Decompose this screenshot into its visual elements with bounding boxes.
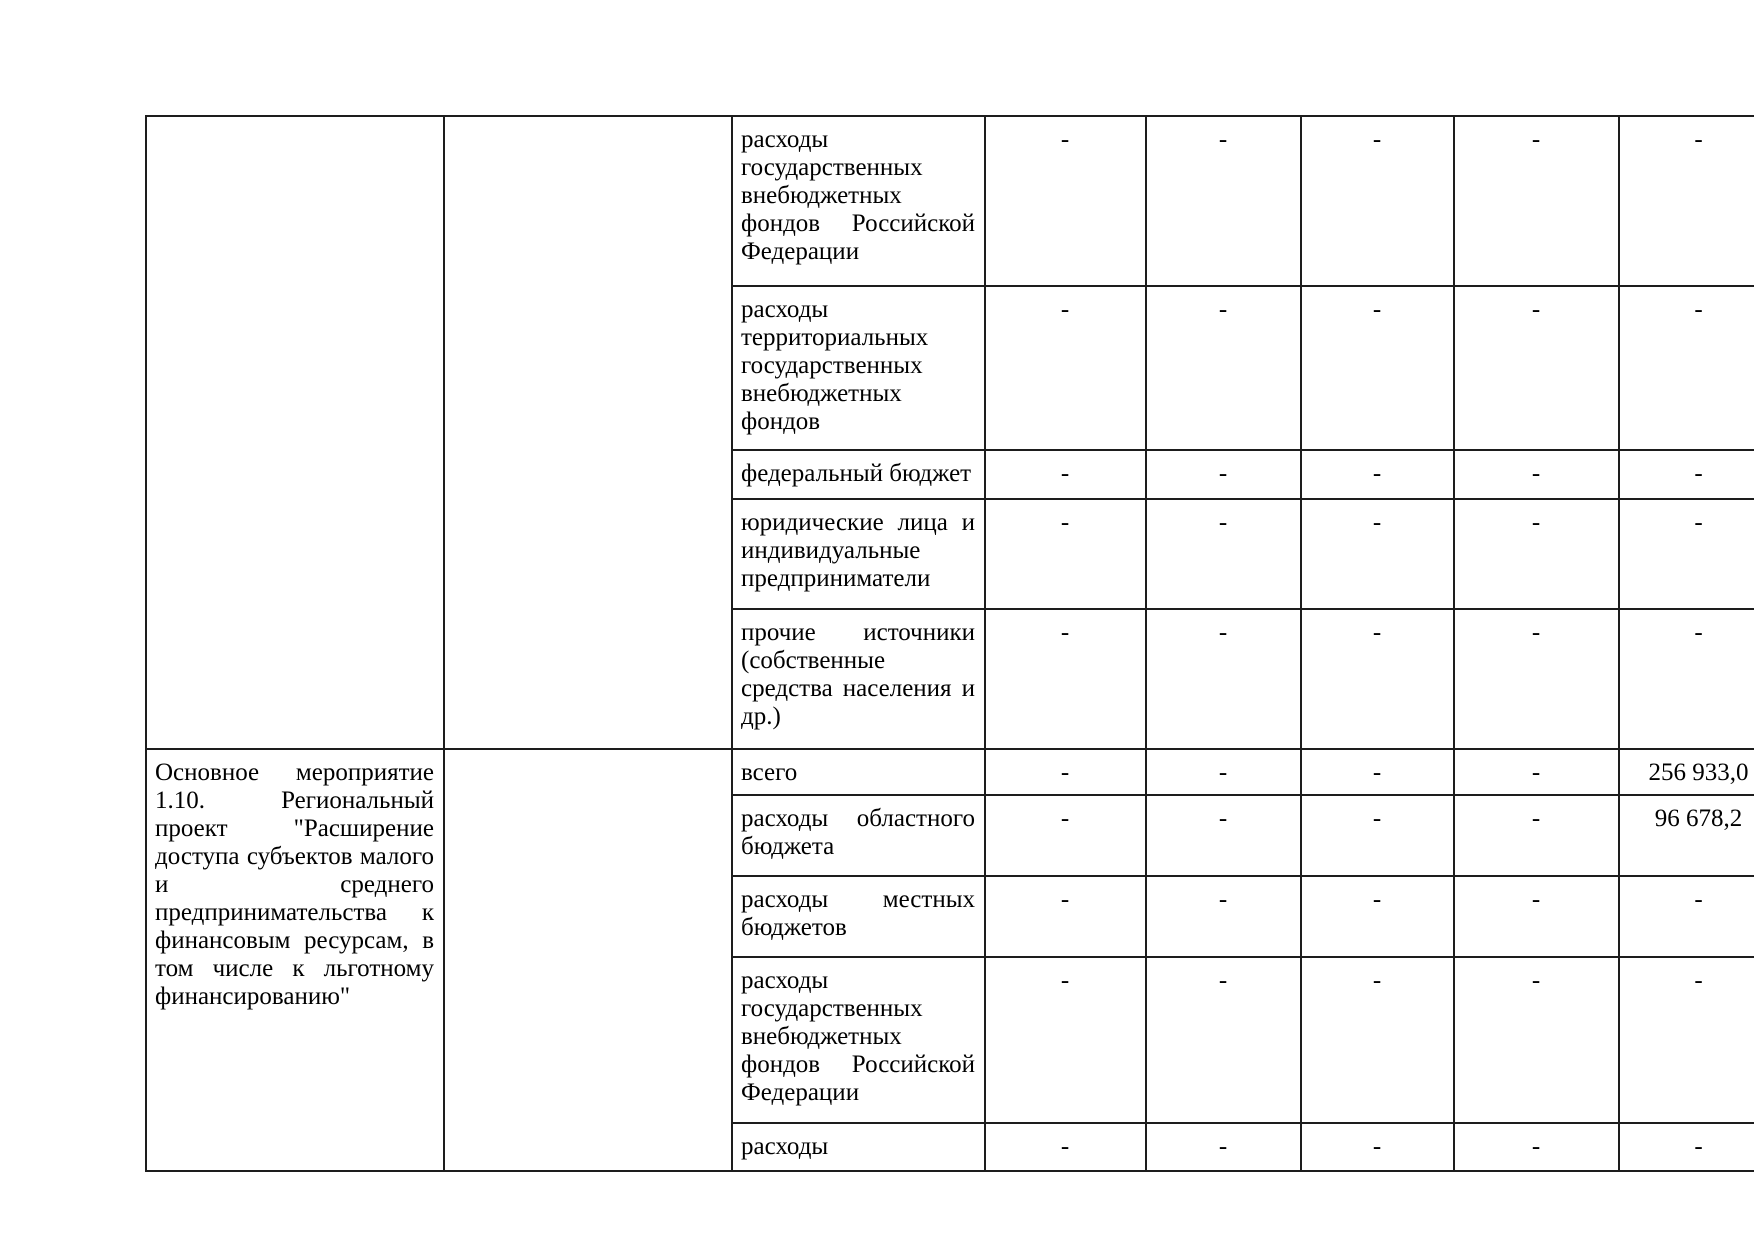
value-cell: - [985,286,1146,450]
value-cell: - [985,1123,1146,1171]
program-name-cell [146,116,444,749]
value-cell: - [1619,286,1754,450]
expense-type-cell: расходы государственных внебюджетных фондов Российской Федерации [732,957,985,1123]
value-cell: - [1146,795,1301,876]
value-cell: - [1454,609,1619,749]
value-cell: - [1301,1123,1454,1171]
value-cell: - [985,116,1146,286]
value-cell: - [1619,116,1754,286]
value-cell: - [1146,609,1301,749]
value-cell: - [1301,749,1454,795]
value-cell: - [1619,450,1754,499]
value-cell: - [1454,499,1619,609]
expense-type-cell: расходы [732,1123,985,1171]
value-cell: - [1301,957,1454,1123]
value-cell: - [985,749,1146,795]
value-cell: - [1454,1123,1619,1171]
value-cell: - [1146,1123,1301,1171]
value-cell: - [985,957,1146,1123]
value-cell: - [1301,450,1454,499]
value-cell: - [1301,876,1454,957]
value-cell: - [1146,286,1301,450]
expense-type-cell: прочие источники (собственные средства населения и др.) [732,609,985,749]
expense-type-cell: расходы государственных внебюджетных фондов Российской Федерации [732,116,985,286]
row-federal-extrabudgetary-funds [146,116,1754,286]
row-total [146,749,1754,795]
secondary-cell [444,116,732,749]
value-cell: - [1454,749,1619,795]
value-cell: - [1454,957,1619,1123]
value-cell: - [1301,116,1454,286]
expense-type-cell: всего [732,749,985,795]
program-name-cell: Основное мероприятие 1.10. Региональный проект "Расширение доступа субъектов малого и среднего предпринимательства к финансовым ресурсам, в том числе к льготному финансированию" [146,749,444,1171]
expense-type-cell: расходы местных бюджетов [732,876,985,957]
value-cell: - [1146,876,1301,957]
value-cell: - [1301,286,1454,450]
value-cell: - [985,609,1146,749]
expense-type-cell: юридические лица и индивидуальные предприниматели [732,499,985,609]
value-cell: - [1146,116,1301,286]
value-cell: - [1454,450,1619,499]
value-cell: - [985,795,1146,876]
budget-financing-table [145,115,1754,1172]
expense-type-cell: расходы областного бюджета [732,795,985,876]
value-cell: - [1301,795,1454,876]
value-cell: - [985,450,1146,499]
value-cell: - [1619,499,1754,609]
value-cell: - [1619,1123,1754,1171]
value-cell: - [1146,499,1301,609]
value-cell: - [1454,795,1619,876]
expense-type-cell: расходы территориальных государственных внебюджетных фондов [732,286,985,450]
value-cell: - [1146,749,1301,795]
value-cell: - [1301,499,1454,609]
value-cell: - [1619,957,1754,1123]
value-cell: - [1146,957,1301,1123]
expense-type-cell: федеральный бюджет [732,450,985,499]
value-cell: - [1454,286,1619,450]
amount-cell: 96 678,2 [1619,795,1754,876]
value-cell: - [985,499,1146,609]
value-cell: - [1146,450,1301,499]
value-cell: - [1454,116,1619,286]
value-cell: - [1454,876,1619,957]
amount-cell: 256 933,0 [1619,749,1754,795]
secondary-cell [444,749,732,1171]
value-cell: - [1301,609,1454,749]
value-cell: - [1619,876,1754,957]
value-cell: - [1619,609,1754,749]
value-cell: - [985,876,1146,957]
